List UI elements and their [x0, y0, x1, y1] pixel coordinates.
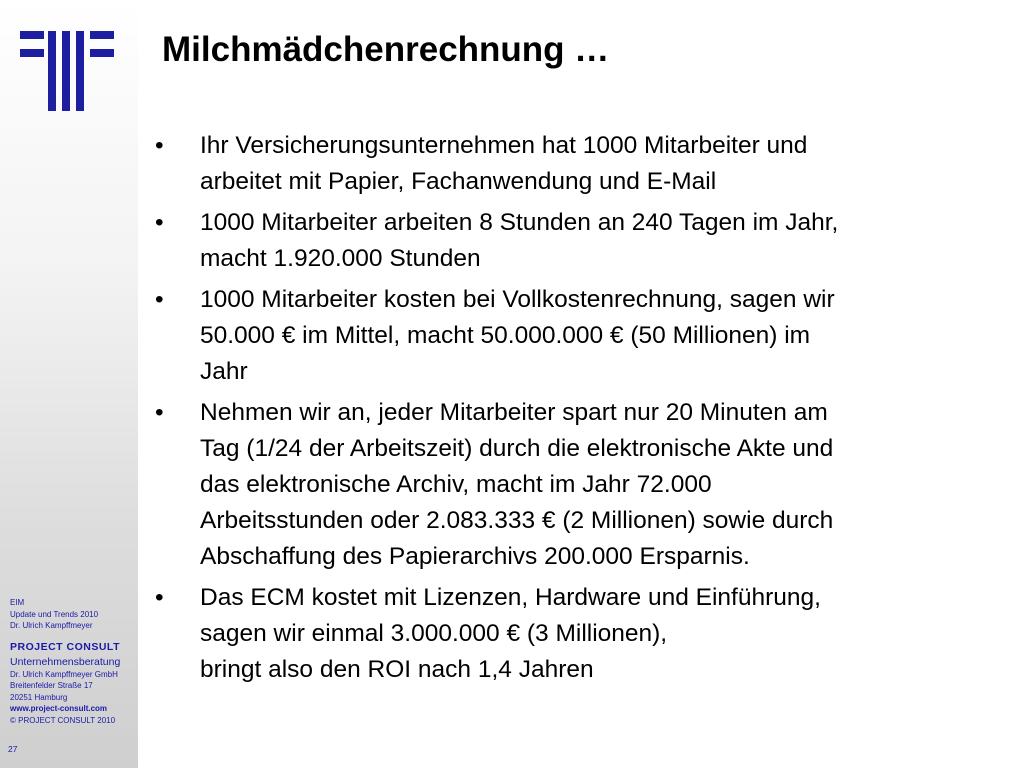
bullet-text-line: macht 1.920.000 Stunden	[200, 245, 481, 272]
meta-event: EIM	[10, 598, 25, 607]
contact-line: Breitenfelder Straße 17	[10, 681, 93, 690]
bullet-text-line: das elektronische Archiv, macht im Jahr 72.000	[200, 471, 712, 498]
bullet-text-line: arbeitet mit Papier, Fachanwendung und E-Mail	[200, 168, 717, 195]
contact-line: Dr. Ulrich Kampffmeyer GmbH	[10, 669, 118, 679]
bullet-text-line: bringt also den ROI nach 1,4 Jahren	[200, 656, 594, 683]
bullet-text-line: Das ECM kostet mit Lizenzen, Hardware und Einführung,	[200, 584, 821, 611]
bullet-text-line: 1000 Mitarbeiter arbeiten 8 Stunden an 240 Tagen im Jahr,	[200, 209, 839, 236]
bullet-item	[153, 580, 1013, 688]
bullet-dot: •	[155, 399, 164, 426]
bullet-item	[153, 282, 1013, 390]
bullet-text-line: Arbeitsstunden oder 2.083.333 € (2 Millionen) sowie durch	[200, 507, 834, 534]
bullet-item	[153, 395, 1013, 575]
sidebar-footer	[10, 597, 136, 726]
bullet-text-line: Abschaffung des Papierarchivs 200.000 Ersparnis.	[200, 543, 750, 570]
bullet-text-line: sagen wir einmal 3.000.000 € (3 Millionen),	[200, 620, 668, 647]
company-department: Unternehmensberatung	[10, 655, 121, 668]
bullet-text-line: Jahr	[200, 358, 248, 385]
bullet-text-line: Tag (1/24 der Arbeitszeit) durch die elektronische Akte und	[200, 435, 834, 462]
bullet-item	[153, 205, 1013, 277]
sidebar	[0, 0, 138, 768]
website-link[interactable]: www.project-consult.com	[10, 704, 108, 713]
bullet-text-line: 1000 Mitarbeiter kosten bei Vollkostenrechnung, sagen wir	[200, 286, 835, 313]
company-name: PROJECT CONSULT	[10, 640, 120, 653]
meta-subtitle: Update und Trends 2010	[10, 609, 99, 619]
bullet-list	[153, 128, 1013, 693]
bullet-item	[153, 128, 1013, 200]
bullet-dot: •	[155, 132, 164, 159]
slide-title: Milchmädchenrechnung …	[162, 30, 610, 69]
page-number: 27	[8, 744, 18, 754]
project-consult-logo	[20, 31, 116, 111]
bullet-dot: •	[155, 286, 164, 313]
bullet-text-line: Nehmen wir an, jeder Mitarbeiter spart nur 20 Minuten am	[200, 399, 828, 426]
bullet-dot: •	[155, 584, 164, 611]
copyright: © PROJECT CONSULT 2010	[10, 715, 116, 725]
bullet-text-line: Ihr Versicherungsunternehmen hat 1000 Mitarbeiter und	[200, 132, 808, 159]
contact-line: 20251 Hamburg	[10, 692, 68, 702]
bullet-dot: •	[155, 209, 164, 236]
meta-author: Dr. Ulrich Kampffmeyer	[10, 621, 93, 630]
bullet-text-line: 50.000 € im Mittel, macht 50.000.000 € (50 Millionen) im	[200, 322, 811, 349]
